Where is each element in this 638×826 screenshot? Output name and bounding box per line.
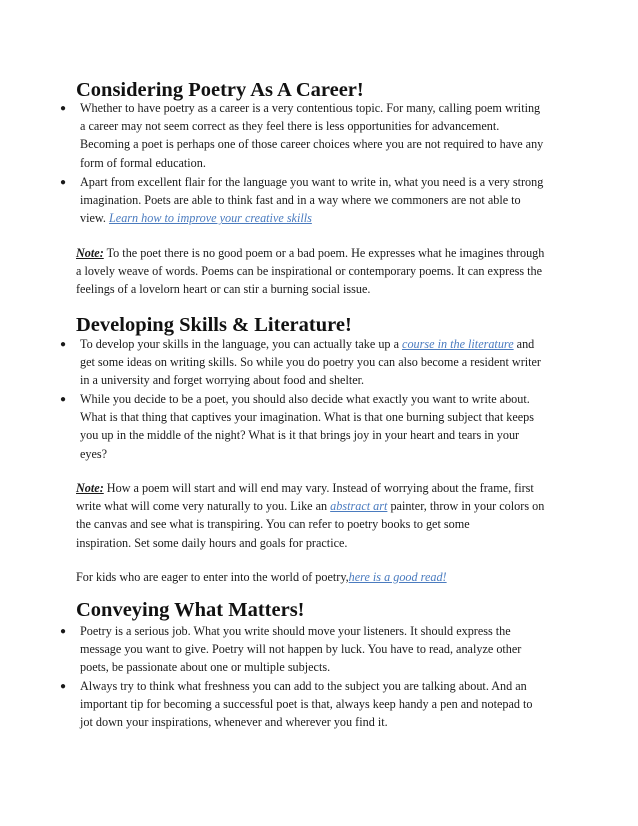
- note-paragraph-1: Note: To the poet there is no good poem or a bad poem. He expresses what he imagines through a lovely weave of words. Poems can be inspirational or contemporary poems. It can express the feelings of a lovelorn heart or can stir a burning social issue.: [76, 246, 545, 297]
- bullet-flair-imagination: Apart from excellent flair for the language you want to write in, what you need is a very strong imagination. Poets are able to think fast and in a way where we commoners are not able to view. Learn how to improve your creative skills: [80, 175, 544, 226]
- bullet-develop-skills: To develop your skills in the language, you can actually take up a course in the literature and get some ideas on writing skills. So while you do poetry you can also become a resident writer in a university and forget worrying about food and shelter.: [80, 337, 541, 388]
- note-label: Note:: [76, 246, 104, 260]
- kids-paragraph: For kids who are eager to enter into the world of poetry,here is a good read!: [76, 570, 447, 584]
- bullet-career-contentious: Whether to have poetry as a career is a very contentious topic. For many, calling poem writing a career may not seem correct as they feel there is less opportunities for advancement. Becoming a poet is perhaps one of those career choices where you are not required to have any form of formal education.: [80, 101, 544, 170]
- bullet-marker: ●: [60, 339, 67, 350]
- bullet-marker: ●: [60, 681, 67, 692]
- bullet-decide-poet: While you decide to be a poet, you should also decide what exactly you want to write about. What is that thing that captives your imagination. What is that one burning subject that keeps you up in the middle of the night? What is it that brings joy in your heart and tears in your eyes?: [80, 392, 534, 461]
- link-abstract-art[interactable]: abstract art: [330, 499, 388, 514]
- link-good-read[interactable]: here is a good read!: [348, 570, 447, 584]
- note-label: Note:: [76, 481, 104, 495]
- note-paragraph-2: Note: How a poem will start and will end may vary. Instead of worrying about the frame, first write what will come very naturally to you. Like an abstract art painter, throw in your colors on the canvas and see what is transpiring. You can refer to poetry books to get some inspiration. Set some daily hours and goals for practice.: [76, 481, 545, 550]
- bullet-always-think: Always try to think what freshness you can add to the subject you are talking about. And an important tip for becoming a successful poet is that, always keep handy a pen and notepad to jot down your inspirations, whenever and wherever you find it.: [80, 679, 533, 730]
- heading-considering-poetry: Considering Poetry As A Career!: [76, 79, 364, 101]
- heading-conveying-what-matters: Conveying What Matters!: [76, 599, 305, 621]
- heading-developing-skills: Developing Skills & Literature!: [76, 314, 352, 336]
- bullet-marker: ●: [60, 394, 67, 405]
- bullet-marker: ●: [60, 626, 67, 637]
- link-course-in-literature[interactable]: course in the literature: [402, 337, 514, 351]
- link-improve-creative-skills[interactable]: Learn how to improve your creative skills: [109, 211, 312, 226]
- bullet-marker: ●: [60, 177, 67, 188]
- bullet-marker: ●: [60, 103, 67, 114]
- bullet-poetry-serious-job: Poetry is a serious job. What you write should move your listeners. It should express the message you want to give. Poetry will not happen by luck. You have to read, analyze other poets, be passionate about one or multiple subjects.: [80, 624, 522, 675]
